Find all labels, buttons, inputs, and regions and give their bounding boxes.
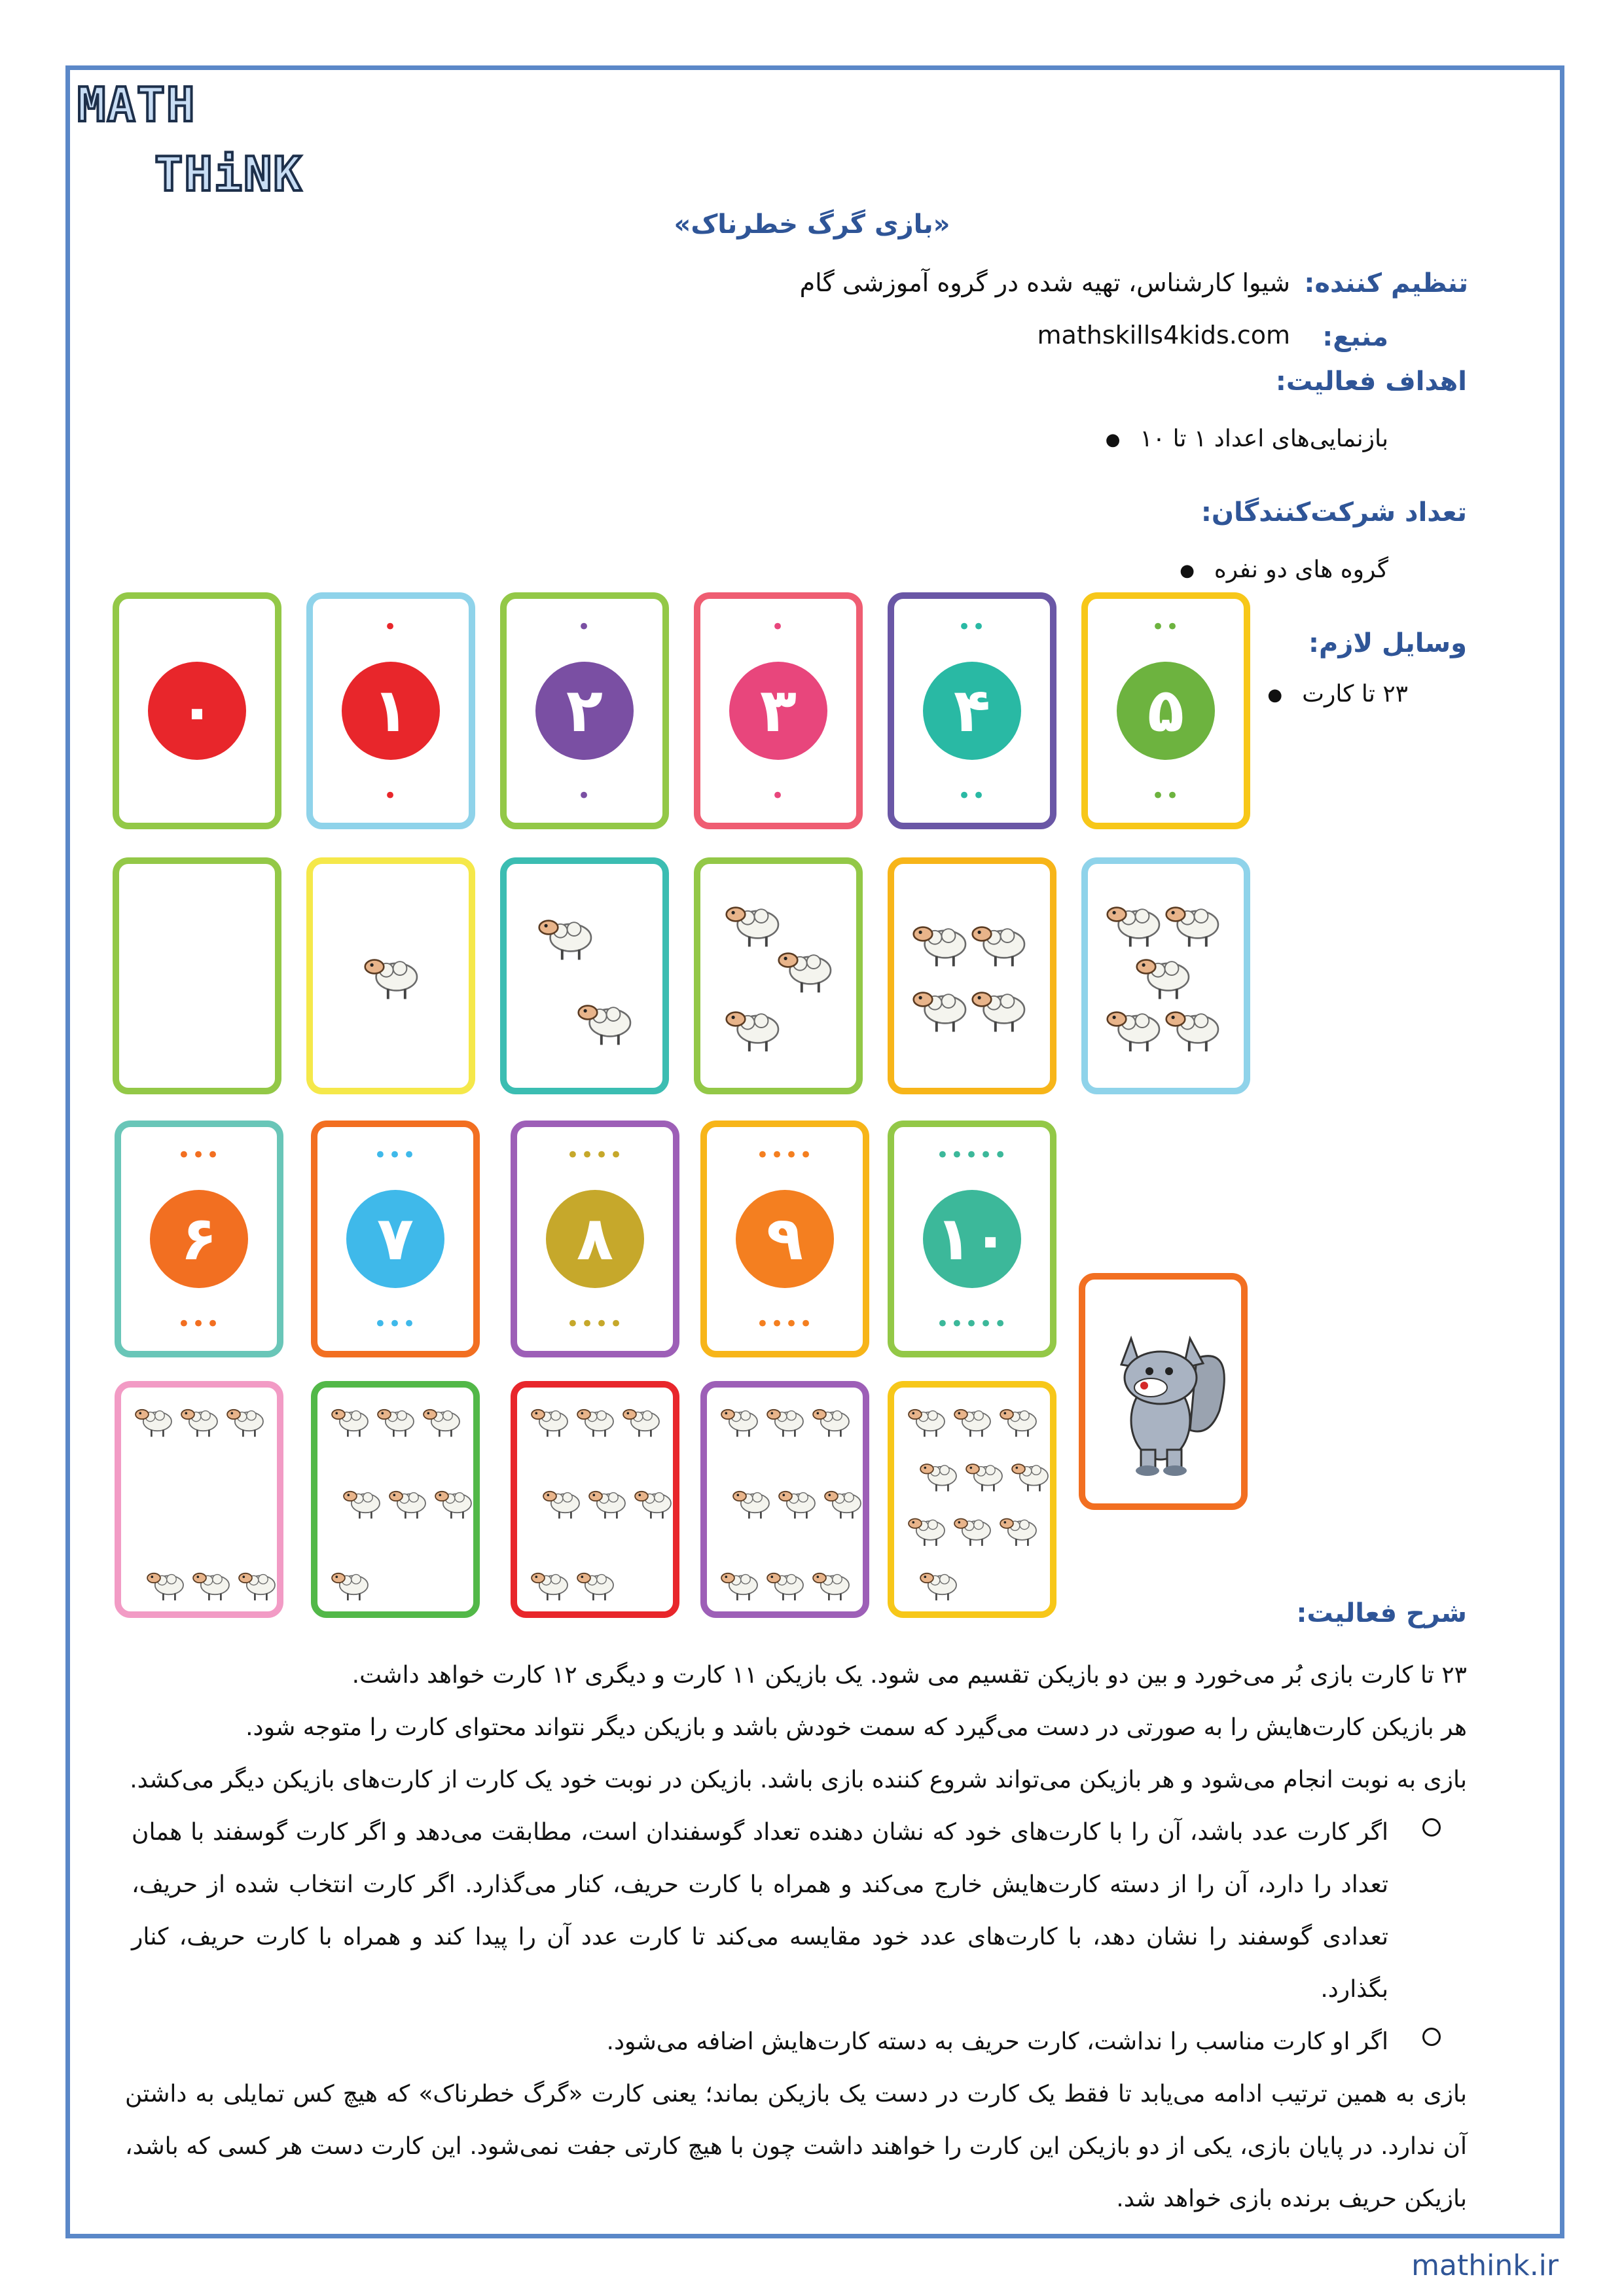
sheep-group bbox=[1088, 864, 1244, 1088]
number-card-dots-bot: • bbox=[383, 783, 399, 809]
sheep-card-0 bbox=[113, 857, 281, 1094]
number-card-digit: ۹ bbox=[736, 1190, 834, 1288]
sheep-icon bbox=[543, 1492, 579, 1518]
sheep-icon bbox=[721, 1410, 757, 1437]
sheep-icon bbox=[577, 1410, 613, 1437]
number-card-dots-top: ••• bbox=[177, 1142, 221, 1168]
sheep-icon bbox=[954, 1518, 990, 1545]
source-label: منبع: bbox=[1322, 322, 1388, 352]
description-p4: بازی به همین ترتیب ادامه می‌یابد تا فقط یک کارت در دست یک بازیکن بماند؛ یعنی کارت «گرگ خطرناک» که هیچ کس تمایلی به داشتن آن ندارد. در پایان بازی، یکی از دو بازیکن این کارت را خواهند داشت چون با هیچ کارتی جفت نمی‌شود. این کارت دست هر کسی که باشد، بازیکن حریف برنده بازی خواهد شد. bbox=[125, 2081, 1467, 2212]
participants-label: تعداد شرکت‌کنندگان: bbox=[1200, 497, 1467, 528]
sheep-card-9 bbox=[700, 1381, 869, 1618]
sheep-icon bbox=[813, 1410, 849, 1437]
number-card-dots-bot: ••••• bbox=[935, 1311, 1009, 1337]
sheep-group bbox=[313, 864, 469, 1088]
wolf-card bbox=[1079, 1273, 1248, 1510]
sheep-icon bbox=[727, 908, 778, 947]
sheep-icon bbox=[914, 993, 965, 1032]
description-label: شرح فعالیت: bbox=[1296, 1598, 1467, 1628]
sheep-card-1 bbox=[306, 857, 475, 1094]
materials-item: ۲۳ تا کارت ● bbox=[1267, 681, 1408, 708]
number-card-2 bbox=[500, 592, 669, 829]
number-card-digit: ۱ bbox=[342, 662, 440, 760]
sub-bullet-2 bbox=[1422, 2028, 1441, 2046]
number-card-dots-top: •• bbox=[957, 614, 987, 640]
number-card-digit: ۲ bbox=[535, 662, 634, 760]
sheep-group bbox=[894, 864, 1050, 1088]
goals-label: اهداف فعالیت: bbox=[1275, 367, 1467, 397]
sheep-icon bbox=[813, 1573, 849, 1600]
number-card-4 bbox=[888, 592, 1056, 829]
sheep-group bbox=[894, 1388, 1050, 1611]
materials-label: وسایل لازم: bbox=[1308, 628, 1467, 658]
sheep-group bbox=[517, 1388, 673, 1611]
sheep-group bbox=[317, 1388, 473, 1611]
footer-website[interactable]: mathink.ir bbox=[1411, 2249, 1559, 2282]
number-card-dots-top: ••••• bbox=[935, 1142, 1009, 1168]
number-card-digit: ۳ bbox=[729, 662, 827, 760]
sheep-icon bbox=[389, 1492, 425, 1518]
sheep-icon bbox=[920, 1464, 956, 1491]
organizer-value: شیوا کارشناس، تهیه شده در گروه آموزشی گام bbox=[799, 268, 1290, 297]
sheep-icon bbox=[767, 1410, 803, 1437]
sheep-icon bbox=[193, 1573, 229, 1600]
participants-item: گروه های دو نفره ● bbox=[1180, 556, 1388, 583]
number-card-dots-top: •• bbox=[1151, 614, 1181, 640]
sub-bullet-1 bbox=[1422, 1818, 1441, 1837]
number-card-dots-bot: ••• bbox=[373, 1311, 418, 1337]
sheep-icon bbox=[589, 1492, 625, 1518]
sheep-icon bbox=[365, 960, 417, 999]
sheep-group bbox=[121, 1388, 277, 1611]
sheep-card-7 bbox=[311, 1381, 480, 1618]
sheep-icon bbox=[532, 1410, 568, 1437]
sheep-icon bbox=[779, 954, 831, 993]
number-card-digit: ۵ bbox=[1117, 662, 1215, 760]
logo-line1: MATH bbox=[77, 77, 196, 132]
sheep-icon bbox=[344, 1492, 380, 1518]
sheep-group bbox=[707, 1388, 863, 1611]
number-card-dots-bot: •••• bbox=[566, 1311, 624, 1337]
sheep-icon bbox=[727, 1013, 778, 1052]
sheep-icon bbox=[577, 1573, 613, 1600]
sheep-icon bbox=[1012, 1464, 1048, 1491]
number-card-dots-bot: •• bbox=[957, 783, 987, 809]
number-card-dots-top: • bbox=[383, 614, 399, 640]
sheep-card-5 bbox=[1081, 857, 1250, 1094]
number-card-digit: ۷ bbox=[346, 1190, 444, 1288]
number-card-dots-bot: •••• bbox=[755, 1311, 814, 1337]
number-card-7 bbox=[311, 1121, 480, 1357]
sheep-icon bbox=[435, 1492, 471, 1518]
sheep-group bbox=[700, 864, 856, 1088]
sheep-icon bbox=[721, 1573, 757, 1600]
number-card-6 bbox=[115, 1121, 283, 1357]
source-value: mathskills4kids.com bbox=[1037, 321, 1290, 350]
number-card-9 bbox=[700, 1121, 869, 1357]
sheep-icon bbox=[332, 1410, 368, 1437]
sheep-icon bbox=[227, 1410, 263, 1437]
sheep-icon bbox=[1137, 960, 1189, 999]
sheep-icon bbox=[135, 1410, 171, 1437]
sheep-card-2 bbox=[500, 857, 669, 1094]
number-card-dots-top: ••• bbox=[373, 1142, 418, 1168]
number-card-dots-top: • bbox=[770, 614, 786, 640]
number-card-digit: ۴ bbox=[923, 662, 1021, 760]
page-title: «بازی گرگ خطرناک» bbox=[674, 209, 950, 240]
sheep-icon bbox=[1166, 908, 1218, 947]
sheep-card-6 bbox=[115, 1381, 283, 1618]
sheep-icon bbox=[1166, 1013, 1218, 1052]
number-card-dots-bot: ••• bbox=[177, 1311, 221, 1337]
sheep-icon bbox=[1000, 1518, 1036, 1545]
description-sub1: اگر کارت عدد باشد، آن را با کارت‌های خود که نشان دهنده تعداد گوسفندان است، مطابقت می‌دهد و اگر کارت گوسفند با همان تعداد را دارد، آن را از دسته کارت‌هایش خارج می‌کند و همراه با کارت حریف، کنار می‌گذارد. اگر کارت انتخاب شده از حریف، تعدادی گوسفند را نشان دهد، با کارت‌های عدد خود مقایسه می‌کند تا کارت عدد آن را پیدا کند و همراه با کارت حریف، کنار بگذارد. bbox=[132, 1819, 1388, 2003]
sheep-icon bbox=[825, 1492, 861, 1518]
sheep-group bbox=[507, 864, 662, 1088]
number-card-digit: ۶ bbox=[150, 1190, 248, 1288]
sheep-icon bbox=[909, 1518, 945, 1545]
sheep-icon bbox=[914, 927, 965, 967]
sheep-icon bbox=[1000, 1410, 1036, 1437]
number-card-10 bbox=[888, 1121, 1056, 1357]
sheep-icon bbox=[579, 1006, 630, 1045]
sheep-icon bbox=[966, 1464, 1002, 1491]
description-p2: هر بازیکن کارت‌هایش را به صورتی در دست می‌گیرد که سمت خودش باشد و بازیکن دیگر نتواند محتوای کارت را متوجه شود. bbox=[245, 1714, 1467, 1741]
goals-item: بازنمایی‌های اعداد ۱ تا ۱۰ ● bbox=[1106, 425, 1388, 452]
sheep-icon bbox=[635, 1492, 671, 1518]
sheep-icon bbox=[181, 1410, 217, 1437]
number-card-0 bbox=[113, 592, 281, 829]
number-card-dots-top: •••• bbox=[566, 1142, 624, 1168]
number-card-dots-top: •••• bbox=[755, 1142, 814, 1168]
number-card-dots-bot: • bbox=[577, 783, 592, 809]
sheep-icon bbox=[909, 1410, 945, 1437]
sheep-icon bbox=[767, 1573, 803, 1600]
number-card-dots-top: • bbox=[577, 614, 592, 640]
number-card-1 bbox=[306, 592, 475, 829]
wolf-icon bbox=[1085, 1280, 1241, 1503]
sheep-card-8 bbox=[511, 1381, 679, 1618]
sheep-icon bbox=[424, 1410, 460, 1437]
sheep-card-3 bbox=[694, 857, 863, 1094]
sheep-icon bbox=[779, 1492, 815, 1518]
description-sub2: اگر او کارت مناسب را نداشت، کارت حریف به دسته کارت‌هایش اضافه می‌شود. bbox=[606, 2028, 1388, 2055]
sheep-icon bbox=[954, 1410, 990, 1437]
sheep-icon bbox=[973, 993, 1024, 1032]
sheep-card-4 bbox=[888, 857, 1056, 1094]
number-card-dots-bot: •• bbox=[1151, 783, 1181, 809]
sheep-icon bbox=[332, 1573, 368, 1600]
description-p3: بازی به نوبت انجام می‌شود و هر بازیکن می‌تواند شروع کننده بازی باشد. بازیکن در نوبت خود یک کارت از کارت‌های بازیکن دیگر می‌کشد. bbox=[130, 1767, 1467, 1793]
sheep-card-10 bbox=[888, 1381, 1056, 1618]
sheep-icon bbox=[623, 1410, 659, 1437]
sheep-icon bbox=[378, 1410, 414, 1437]
number-card-digit: ۸ bbox=[546, 1190, 644, 1288]
number-card-5 bbox=[1081, 592, 1250, 829]
sheep-icon bbox=[1108, 908, 1159, 947]
number-card-digit: ۱۰ bbox=[923, 1190, 1021, 1288]
sheep-icon bbox=[920, 1573, 956, 1600]
sheep-icon bbox=[147, 1573, 183, 1600]
number-card-dots-bot: • bbox=[770, 783, 786, 809]
organizer-label: تنظیم کننده: bbox=[1304, 268, 1468, 298]
number-card-3 bbox=[694, 592, 863, 829]
sheep-icon bbox=[733, 1492, 769, 1518]
math-think-logo bbox=[77, 77, 339, 208]
number-card-digit: ۰ bbox=[148, 662, 246, 760]
description-p1: ۲۳ تا کارت بازی بُر می‌خورد و بین دو بازیکن تقسیم می شود. یک بازیکن ۱۱ کارت و دیگری ۱۲ کارت خواهد داشت. bbox=[352, 1662, 1467, 1689]
logo-line2: THiNK bbox=[154, 147, 303, 202]
sheep-icon bbox=[1108, 1013, 1159, 1052]
sheep-icon bbox=[239, 1573, 275, 1600]
sheep-icon bbox=[973, 927, 1024, 967]
sheep-icon bbox=[532, 1573, 568, 1600]
number-card-8 bbox=[511, 1121, 679, 1357]
sheep-icon bbox=[539, 921, 591, 960]
